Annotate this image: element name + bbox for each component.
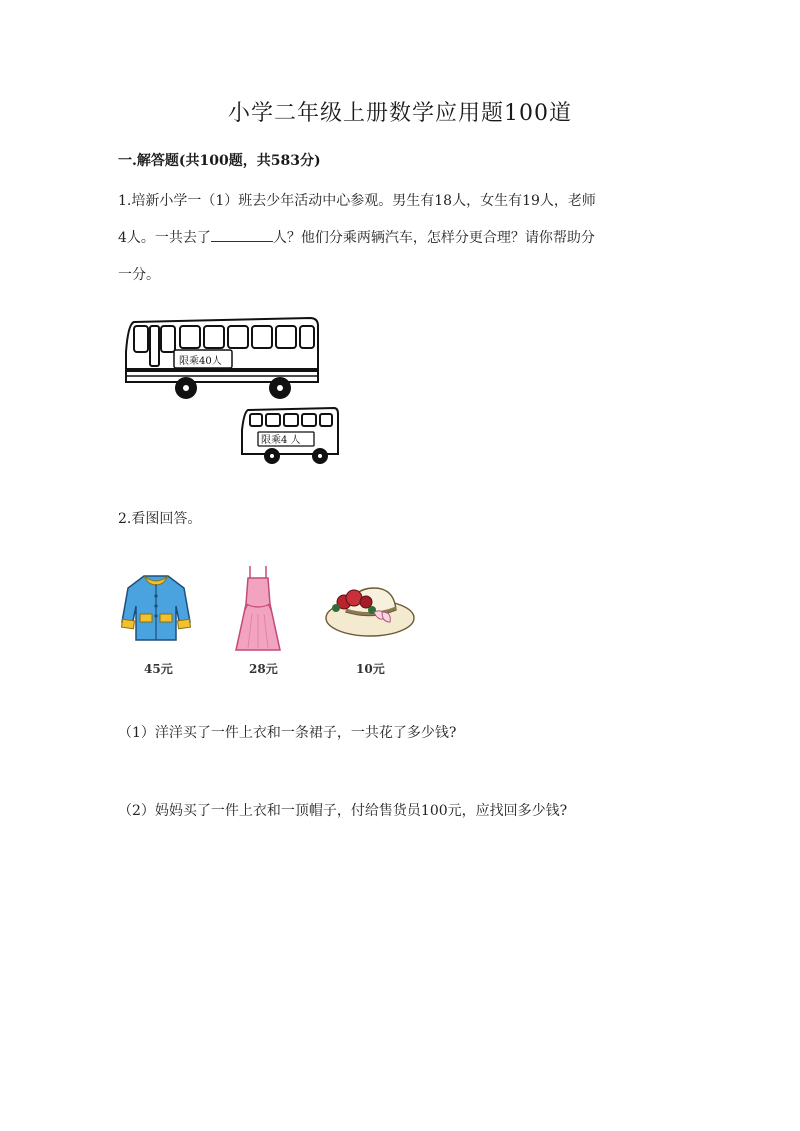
question-1 [118,183,684,294]
question-1-line-3: 一分。 [118,267,160,283]
hat-price: 10元 [356,662,385,676]
dress-icon [234,564,282,656]
question-2-part-2: （2）妈妈买了一件上衣和一顶帽子，付给售货员100元，应找回多少钱? [118,803,568,819]
bus-illustration [122,312,352,470]
large-bus-label: 限乘40人 [179,356,222,367]
section-heading: 一.解答题(共100题，共583分) [118,153,321,169]
page-title: 小学二年级上册数学应用题100道 [228,101,572,126]
question-1-line-2-start: 4人。一共去了 [118,230,211,246]
large-bus [126,318,318,398]
coat-price: 45元 [144,662,173,676]
question-1-line-2-end: 人？他们分乘两辆汽车，怎样分更合理？请你帮助分 [272,230,595,246]
question-2-prompt: 2.看图回答。 [118,511,202,527]
answer-blank[interactable] [211,227,273,242]
question-1-line-1: 1.培新小学一（1）班去少年活动中心参观。男生有18人，女生有19人，老师 [118,193,596,209]
small-bus-label: 限乘4 人 [261,435,301,446]
question-2-part-1: （1）洋洋买了一件上衣和一条裙子，一共花了多少钱? [118,725,457,741]
hat-icon [322,582,416,638]
question-1-line-2 [118,220,684,257]
dress-price: 28元 [249,662,278,676]
coat-icon [120,570,192,646]
